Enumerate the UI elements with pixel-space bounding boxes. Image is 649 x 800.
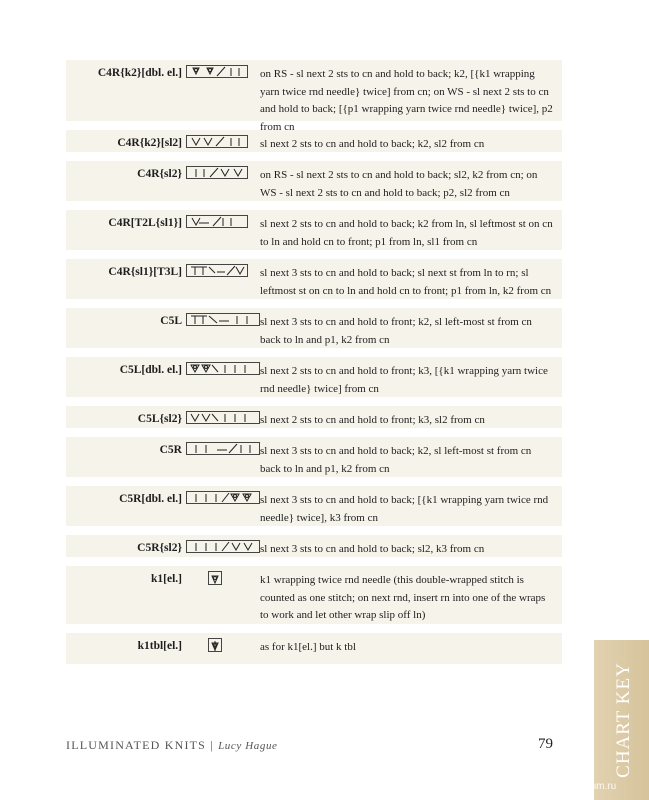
- stitch-symbol: [182, 437, 256, 477]
- table-row: [66, 210, 562, 259]
- stitch-description: sl next 2 sts to cn and hold to back; k2 from ln, sl leftmost st on cn to ln and hold cn to front; p1 from ln, sl1 from cn: [260, 218, 553, 248]
- stitch-symbol: [182, 486, 256, 526]
- stitch-symbol: [182, 633, 256, 664]
- stitch-name: C5L{sl2}: [137, 413, 182, 425]
- stitch-symbol: [182, 130, 256, 152]
- stitch-name: C5R{sl2}: [137, 542, 182, 554]
- stitch-description: sl next 2 sts to cn and hold to back; k2, sl2 from cn: [260, 138, 485, 150]
- stitch-name: C5R[dbl. el.]: [119, 493, 182, 505]
- stitch-symbol: [182, 161, 256, 201]
- stitch-name: k1tbl[el.]: [137, 640, 182, 652]
- table-row: [66, 130, 562, 161]
- stitch-description: sl next 3 sts to cn and hold to back; [{k1 wrapping yarn twice rnd needle} twice], k3 from cn: [260, 494, 549, 524]
- author-name: Lucy Hague: [218, 740, 278, 752]
- stitch-symbol: [182, 259, 256, 299]
- stitch-name: C4R[T2L{sl1}]: [108, 217, 182, 229]
- stitch-name: C4R{sl1}[T3L]: [108, 266, 182, 278]
- table-row: [66, 406, 562, 437]
- stitch-name: C5R: [159, 444, 182, 456]
- stitch-description: k1 wrapping twice rnd needle (this double-wrapped stitch is counted as one stitch; on next rnd, insert rn into one of the wraps to work and let other wrap slip off ln): [260, 574, 546, 621]
- stitch-name: C5L: [160, 315, 182, 327]
- stitch-name: C4R{k2}[sl2]: [117, 137, 182, 149]
- stitch-description: sl next 2 sts to cn and hold to front; k3, sl2 from cn: [260, 414, 485, 426]
- stitch-symbol: [182, 535, 256, 557]
- stitch-name: C4R{k2}[dbl. el.]: [97, 67, 182, 79]
- stitch-description: sl next 3 sts to cn and hold to front; k2, sl left-most st from cn back to ln and p1, k2 from cn: [260, 316, 532, 346]
- stitch-description: on RS - sl next 2 sts to cn and hold to back; k2, [{k1 wrapping yarn twice rnd needle} twice] from cn; on WS - sl next 2 sts to cn and hold to back; [{p1 wrapping yarn twice rnd needle} twice], p2 from cn: [260, 68, 553, 133]
- book-title: ILLUMINATED KNITS: [66, 738, 207, 752]
- table-row: [66, 437, 562, 486]
- table-row: [66, 259, 562, 308]
- table-row: [66, 60, 562, 133]
- table-row: [66, 161, 562, 210]
- stitch-symbol: [182, 210, 256, 250]
- stitch-symbol: [182, 566, 256, 624]
- table-row: [66, 357, 562, 406]
- stitch-description: as for k1[el.] but k tbl: [260, 641, 356, 653]
- side-tab: [594, 640, 649, 800]
- chart-key-table: [66, 60, 562, 664]
- table-row: [66, 633, 562, 664]
- stitch-symbol: [182, 308, 256, 348]
- stitch-description: on RS - sl next 2 sts to cn and hold to back; sl2, k2 from cn; on WS - sl next 2 sts to cn and hold to back; p2, sl2 from cn: [260, 169, 538, 199]
- stitch-description: sl next 3 sts to cn and hold to back; k2, sl left-most st from cn back to ln and p1, k2 from cn: [260, 445, 532, 475]
- stitch-description: sl next 2 sts to cn and hold to front; k3, [{k1 wrapping yarn twice rnd needle} twice] from cn: [260, 365, 548, 395]
- page-number: 79: [538, 736, 553, 752]
- side-tab-label: CHART KEY: [613, 662, 634, 778]
- watermark: PassionForum.ru: [540, 781, 617, 792]
- stitch-symbol: [182, 60, 256, 121]
- stitch-description: sl next 3 sts to cn and hold to back; sl next st from ln to rn; sl leftmost st on cn to ln and hold cn to front; p1 from ln, k2 from cn: [260, 267, 552, 297]
- table-row: [66, 486, 562, 535]
- footer-separator: |: [210, 738, 214, 752]
- table-row: [66, 308, 562, 357]
- table-row: [66, 566, 562, 633]
- stitch-name: C5L[dbl. el.]: [119, 364, 182, 376]
- running-footer: [66, 738, 278, 753]
- stitch-name: C4R{sl2}: [137, 168, 182, 180]
- stitch-symbol: [182, 406, 256, 428]
- stitch-symbol: [182, 357, 256, 397]
- table-row: [66, 535, 562, 566]
- stitch-name: k1[el.]: [151, 573, 182, 585]
- stitch-description: sl next 3 sts to cn and hold to back; sl2, k3 from cn: [260, 543, 485, 555]
